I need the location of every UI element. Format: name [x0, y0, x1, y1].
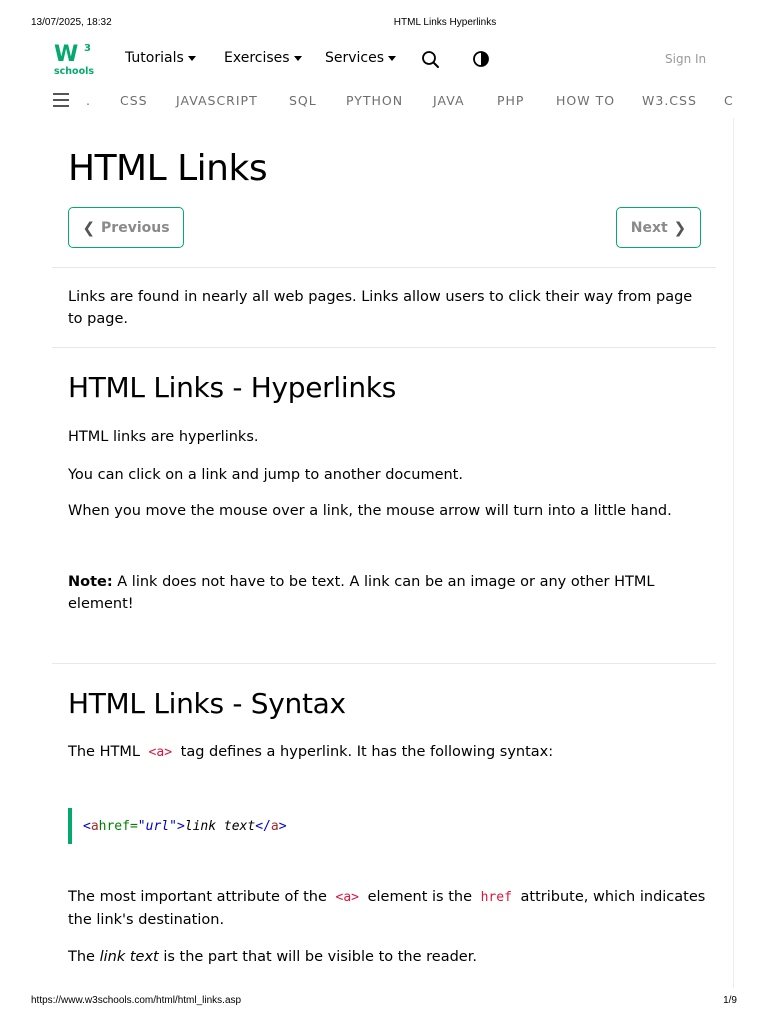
inline-code-a-tag: <a> [148, 745, 173, 760]
code-token: href= [98, 818, 138, 834]
code-token: url [145, 818, 170, 834]
logo-main: W [54, 42, 79, 67]
topic-link-php[interactable]: PHP [497, 93, 525, 108]
logo-sup: 3 [84, 43, 91, 54]
code-token: " [137, 818, 146, 834]
text-span: The most important attribute of the [68, 889, 332, 905]
print-url: https://www.w3schools.com/html/html_links.asp [31, 995, 242, 1006]
note-paragraph [68, 571, 708, 615]
text-span: tag defines a hyperlink. It has the following syntax: [176, 744, 554, 760]
hyperlinks-heading: HTML Links - Hyperlinks [68, 371, 396, 404]
next-button[interactable] [616, 207, 701, 248]
exercises-label: Exercises [224, 50, 290, 66]
topic-link-java[interactable]: JAVA [433, 93, 465, 108]
note-text: A link does not have to be text. A link can be an image or any other HTML element! [68, 574, 655, 612]
syntax-paragraph-2 [68, 886, 708, 931]
code-token: < [83, 818, 91, 834]
tutorials-label: Tutorials [125, 50, 184, 66]
topic-link-html[interactable]: . [86, 93, 91, 108]
caret-down-icon [294, 56, 302, 61]
topic-link-c[interactable]: C [724, 93, 734, 108]
syntax-heading: HTML Links - Syntax [68, 687, 346, 720]
syntax-paragraph-1 [68, 741, 708, 764]
intro-paragraph: Links are found in nearly all web pages. Links allow users to click their way from page to page. [68, 289, 693, 327]
syntax-paragraph-3 [68, 946, 708, 968]
caret-down-icon [388, 56, 396, 61]
services-label: Services [325, 50, 385, 66]
inline-code-href: href [480, 890, 512, 905]
services-menu[interactable] [325, 50, 396, 66]
code-token: > [176, 818, 185, 834]
code-token: a [90, 818, 99, 834]
topic-link-javascript[interactable]: JAVASCRIPT [176, 93, 258, 108]
theme-toggle-icon[interactable] [470, 49, 492, 71]
previous-button[interactable] [68, 207, 184, 248]
text-span: attribute, which indicates the link's destination. [68, 889, 706, 928]
exercises-menu[interactable] [224, 50, 302, 66]
hyperlinks-paragraph-3: When you move the mouse over a link, the mouse arrow will turn into a little hand. [68, 503, 672, 519]
sign-in-link[interactable]: Sign In [665, 52, 707, 66]
text-span: The [68, 949, 100, 965]
topic-link-howto[interactable]: HOW TO [556, 93, 616, 108]
text-span: is the part that will be visible to the reader. [158, 949, 477, 965]
content-border [733, 118, 734, 988]
caret-down-icon [188, 56, 196, 61]
search-icon[interactable] [420, 49, 442, 71]
hamburger-menu-icon[interactable] [53, 93, 69, 107]
chevron-right-icon: ❯ [673, 218, 687, 237]
logo-sub: schools [54, 66, 95, 77]
w3schools-logo[interactable] [54, 40, 96, 78]
print-doc-title: HTML Links Hyperlinks [393, 17, 497, 28]
text-span: element is the [363, 889, 477, 905]
topic-link-python[interactable]: PYTHON [346, 93, 404, 108]
note-label: Note: [68, 574, 113, 590]
text-span: The HTML [68, 744, 145, 760]
hyperlinks-paragraph-1: HTML links are hyperlinks. [68, 429, 259, 445]
tutorials-menu[interactable] [125, 50, 196, 66]
code-token: link text [184, 818, 256, 834]
emphasis-text: link text [99, 949, 159, 965]
divider [52, 267, 716, 268]
print-footer [0, 995, 768, 1009]
page-title: HTML Links [68, 148, 268, 189]
topic-link-css[interactable]: CSS [120, 93, 148, 108]
inline-code-a-tag: <a> [335, 890, 359, 905]
print-page-number: 1/9 [723, 995, 737, 1006]
divider [52, 347, 716, 348]
next-label: Next [630, 219, 668, 236]
chevron-left-icon: ❮ [82, 218, 96, 237]
divider [52, 663, 716, 664]
code-token: </ [255, 818, 271, 834]
topic-link-sql[interactable]: SQL [289, 93, 317, 108]
print-header [0, 17, 768, 31]
previous-label: Previous [101, 219, 170, 236]
topic-link-w3css[interactable]: W3.CSS [642, 93, 697, 108]
print-datetime: 13/07/2025, 18:32 [31, 17, 112, 28]
topic-navbar [0, 88, 768, 114]
code-token: > [278, 818, 287, 834]
top-navbar [0, 40, 768, 80]
hyperlinks-paragraph-2: You can click on a link and jump to another document. [68, 467, 463, 483]
code-token: a [270, 818, 279, 834]
syntax-code-example [68, 808, 708, 844]
code-token: " [169, 818, 177, 834]
